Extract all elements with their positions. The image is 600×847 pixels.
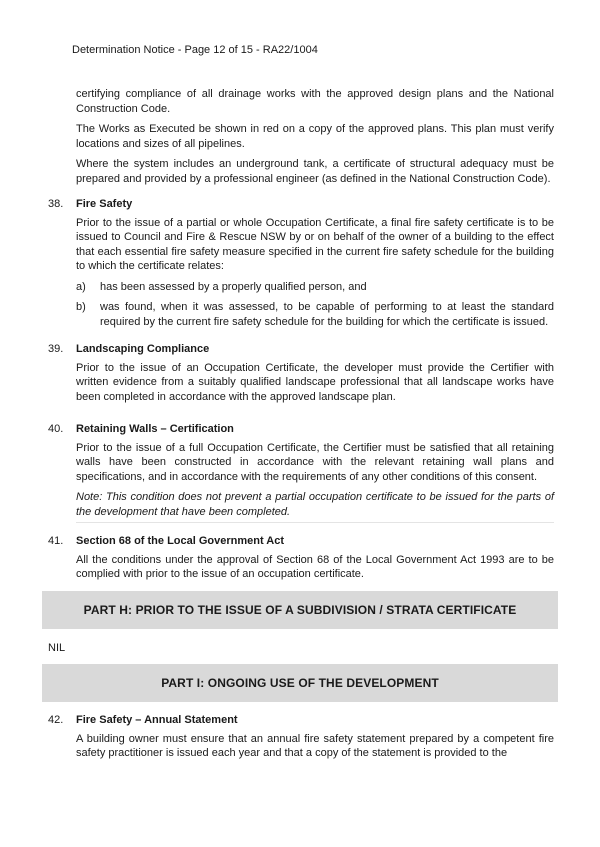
condition-number: 40. <box>48 423 64 435</box>
paragraph: The Works as Executed be shown in red on a copy of the approved plans. This plan must verify locations and sizes of all pipelines. <box>76 123 554 150</box>
condition-note: Note: This condition does not prevent a partial occupation certificate to be issued for the parts of the development that have been completed. <box>76 491 554 518</box>
divider <box>76 522 554 523</box>
list-label: a) <box>76 280 86 293</box>
condition-39 <box>48 342 554 410</box>
condition-number: 41. <box>48 535 64 547</box>
condition-body: Prior to the issue of an Occupation Certificate, the developer must provide the Certifier with written evidence from a suitably qualified landscape professional that all landscape works have been completed in accordance with the approved landscape plan. <box>76 361 554 403</box>
continued-text <box>76 87 554 192</box>
part-h-heading: PART H: PRIOR TO THE ISSUE OF A SUBDIVISION / STRATA CERTIFICATE <box>42 591 558 629</box>
condition-body: Prior to the issue of a partial or whole Occupation Certificate, a final fire safety certificate is to be issued to Council and Fire & Rescue NSW by or on behalf of the owner of a building to the effect that each essential fire safety measure specified in the current fire safety schedule for the building to which the certificate relates: <box>76 216 554 273</box>
page-header: Determination Notice - Page 12 of 15 - RA22/1004 <box>72 44 318 56</box>
paragraph: Where the system includes an underground tank, a certificate of structural adequacy must be prepared and provided by a professional engineer (as defined in the National Construction Code). <box>76 158 554 185</box>
condition-title: Fire Safety <box>76 198 133 210</box>
condition-number: 42. <box>48 714 64 726</box>
list-label: b) <box>76 301 86 314</box>
paragraph: certifying compliance of all drainage works with the approved design plans and the National Construction Code. <box>76 88 554 115</box>
list-item <box>76 280 554 295</box>
list-item <box>76 300 554 329</box>
condition-42 <box>48 713 554 767</box>
condition-38 <box>48 197 554 335</box>
condition-number: 38. <box>48 198 64 210</box>
condition-body: Prior to the issue of a full Occupation Certificate, the Certifier must be satisfied that all retaining walls have been constructed in accordance with the relevant retaining wall plans and specifications, and in accordance with the requirements of any other conditions of this consent. <box>76 441 554 483</box>
list-text: was found, when it was assessed, to be capable of performing to at least the standard required by the current fire safety schedule for the building for which the certificate is issued. <box>100 301 554 328</box>
condition-title: Section 68 of the Local Government Act <box>76 535 285 547</box>
list-text: has been assessed by a properly qualified person, and <box>100 280 367 293</box>
condition-41 <box>48 534 554 588</box>
condition-body: All the conditions under the approval of Section 68 of the Local Government Act 1993 are to be complied with prior to the issue of an occupation certificate. <box>76 553 554 581</box>
nil-text: NIL <box>48 642 66 654</box>
condition-title: Landscaping Compliance <box>76 343 210 355</box>
part-i-heading: PART I: ONGOING USE OF THE DEVELOPMENT <box>42 664 558 702</box>
condition-title: Retaining Walls – Certification <box>76 423 234 435</box>
condition-body: A building owner must ensure that an annual fire safety statement prepared by a competent fire safety practitioner is issued each year and that a copy of the statement is provided to the <box>76 732 554 760</box>
condition-number: 39. <box>48 343 64 355</box>
condition-title: Fire Safety – Annual Statement <box>76 714 238 726</box>
condition-40 <box>48 422 554 525</box>
